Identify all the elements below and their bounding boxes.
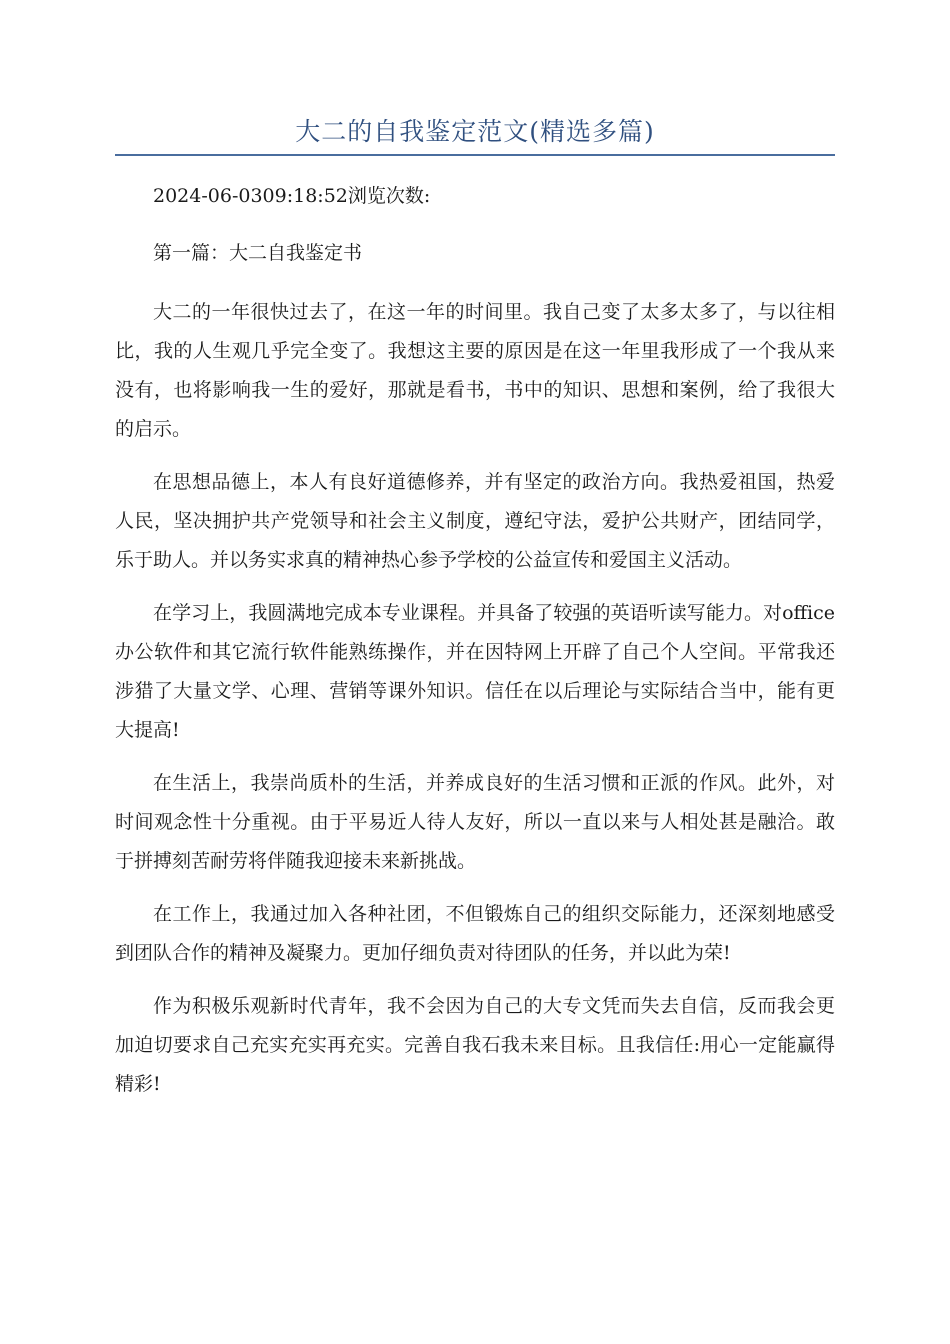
paragraph: 在学习上，我圆满地完成本专业课程。并具备了较强的英语听读写能力。对office办公软件和其它流行软件能熟练操作，并在因特网上开辟了自己个人空间。平常我还涉猎了大量文学、心理、营销等课外知识。信任在以后理论与实际结合当中，能有更大提高! — [115, 602, 835, 741]
title-underline — [115, 154, 835, 156]
paragraph: 大二的一年很快过去了，在这一年的时间里。我自己变了太多太多了，与以往相比，我的人生观几乎完全变了。我想这主要的原因是在这一年里我形成了一个我从来没有，也将影响我一生的爱好，那就是看书，书中的知识、思想和案例，给了我很大的启示。 — [115, 301, 835, 440]
paragraph: 在工作上，我通过加入各种社团，不但锻炼自己的组织交际能力，还深刻地感受到团队合作的精神及凝聚力。更加仔细负责对待团队的任务，并以此为荣! — [115, 903, 835, 964]
paragraph: 作为积极乐观新时代青年，我不会因为自己的大专文凭而失去自信，反而我会更加迫切要求自己充实充实再充实。完善自我石我未来目标。且我信任:用心一定能赢得精彩! — [115, 995, 835, 1095]
section-heading: 第一篇：大二自我鉴定书 — [153, 242, 363, 264]
document-body — [115, 177, 835, 1118]
paragraph: 在生活上，我崇尚质朴的生活，并养成良好的生活习惯和正派的作风。此外，对时间观念性十分重视。由于平易近人待人友好，所以一直以来与人相处甚是融洽。敢于拼搏刻苦耐劳将伴随我迎接未来新挑战。 — [115, 772, 835, 872]
document-title: 大二的自我鉴定范文(精选多篇) — [295, 117, 655, 146]
meta-line: 2024-06-0309:18:52浏览次数: — [153, 185, 431, 207]
paragraph: 在思想品德上，本人有良好道德修养，并有坚定的政治方向。我热爱祖国，热爱人民，坚决拥护共产党领导和社会主义制度，遵纪守法，爱护公共财产，团结同学，乐于助人。并以务实求真的精神热心参予学校的公益宣传和爱国主义活动。 — [115, 471, 835, 571]
